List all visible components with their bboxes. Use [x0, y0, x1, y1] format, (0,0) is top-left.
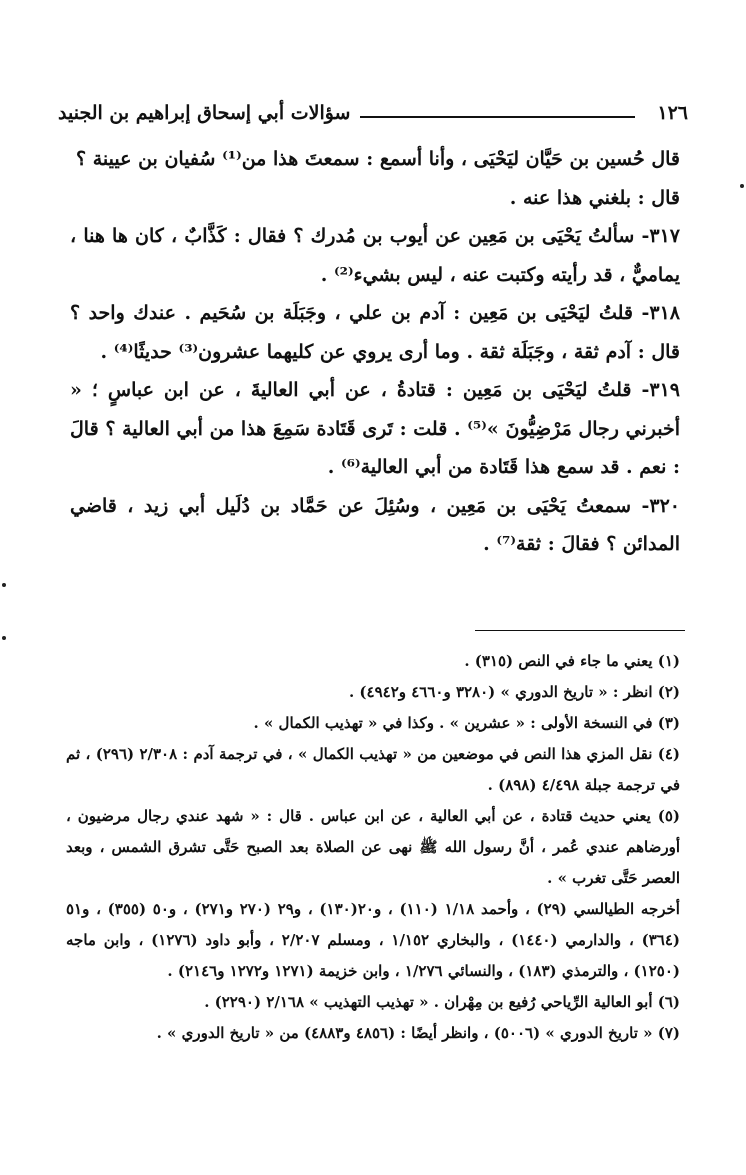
- footnote-6: (٦) أبو العالية الرِّياحي رُفيع بن مِهْران . « تهذيب التهذيب » ٢/١٦٨ (٢٢٩٠) .: [204, 993, 680, 1011]
- page-number: ١٢٦: [657, 102, 688, 124]
- footnote-3: (٣) في النسخة الأولى : « عشرين » . وكذا في « تهذيب الكمال » .: [253, 714, 680, 732]
- entry-320: ٣٢٠- سمعتُ يَحْيَى بن مَعِين ، وسُئِلَ عن حَمَّاد بن دُلَيل أبي زيد ، قاضي المدائن ؟ فقالَ : ثقة⁽⁷⁾ .: [70, 494, 680, 555]
- scan-speck: [740, 184, 744, 188]
- page-header: [58, 96, 688, 130]
- entry-317: ٣١٧- سألتُ يَحْيَى بن مَعِين عن أيوب بن مُدرك ؟ فقال : كَذَّابٌ ، كان ها هنا ، يماميٌّ ، قد رأيته وكتبت عنه ، ليس بشيء⁽²⁾ .: [70, 225, 680, 286]
- header-rule: [360, 116, 635, 118]
- entry-319: ٣١٩- قلتُ ليَحْيَى بن مَعِين : قتادةُ ، عن أبي العاليةَ ، عن ابن عباسٍ ؛ « أخبرني رجال مَرْضِيُّونَ »⁽⁵⁾ . قلت : تَرى قَتَادة سَمِعَ هذا من أبي العالية ؟ قالَ : نعم . قد سمع هذا قَتَادة من أبي العالية⁽⁶⁾ .: [70, 379, 680, 478]
- footnote-1: (١) يعني ما جاء في النص (٣١٥) .: [464, 652, 680, 670]
- footnotes: [66, 646, 680, 1049]
- entry-318: ٣١٨- قلتُ ليَحْيَى بن مَعِين : آدم بن علي ، وجَبَلَة بن سُحَيم . عندك واحد ؟ قال : آدم ثقة ، وجَبَلَة ثقة . وما أرى يروي عن كليهما عشرون⁽³⁾ حديثًا⁽⁴⁾ .: [70, 302, 680, 363]
- running-title: سؤالات أبي إسحاق إبراهيم بن الجنيد: [58, 102, 351, 124]
- footnote-4: (٤) نقل المزي هذا النص في موضعين من « تهذيب الكمال » ، في ترجمة آدم : ٢/٣٠٨ (٢٩٦) ، ثم في ترجمة جبلة ٤/٤٩٨ (٨٩٨) .: [66, 745, 680, 794]
- paragraph-continuation-answer: قال : بلغني هذا عنه .: [509, 186, 680, 209]
- footnote-2: (٢) انظر : « تاريخ الدوري » (٣٢٨٠ و٤٦٦٠ و٤٩٤٢) .: [348, 683, 680, 701]
- footnote-5-continuation: أخرجه الطيالسي (٢٩) ، وأحمد ١/١٨ (١١٠) ، و٢٠(١٣٠) ، و٢٩ (٢٧٠ و٢٧١) ، و٥٠ (٣٥٥) ، و٥١ (٣٦٤) ، والدارمي (١٤٤٠) ، والبخاري ١/١٥٢ ، ومسلم ٢/٢٠٧ ، وأبو داود (١٢٧٦) ، وابن ماجه (١٢٥٠) ، والترمذي (١٨٣) ، والنسائي ١/٢٧٦ ، وابن خزيمة (١٢٧١ و١٢٧٢ و٢١٤٦) .: [66, 900, 680, 980]
- scan-speck: [2, 583, 6, 587]
- paragraph-continuation: قال حُسين بن حَيَّان ليَحْيَى ، وأنا أسمع : سمعتَ هذا من⁽¹⁾ سُفيان بن عيينة ؟: [76, 148, 680, 170]
- scan-speck: [2, 636, 6, 640]
- main-text: [70, 140, 680, 564]
- footnote-5: (٥) يعني حديث قتادة ، عن أبي العالية ، عن ابن عباس . قال : « شهد عندي رجال مرضيون ، أورضاهم عندي عُمر ، أنَّ رسول الله ﷺ نهى عن الصلاة بعد الصبح حَتَّى تشرق الشمس ، وبعد العصر حَتَّى تغرب » .: [66, 807, 680, 887]
- footnote-7: (٧) « تاريخ الدوري » (٥٠٠٦) ، وانظر أيضًا : (٤٨٥٦ و٤٨٨٣) من « تاريخ الدوري » .: [156, 1024, 680, 1042]
- footnote-separator: [475, 630, 685, 631]
